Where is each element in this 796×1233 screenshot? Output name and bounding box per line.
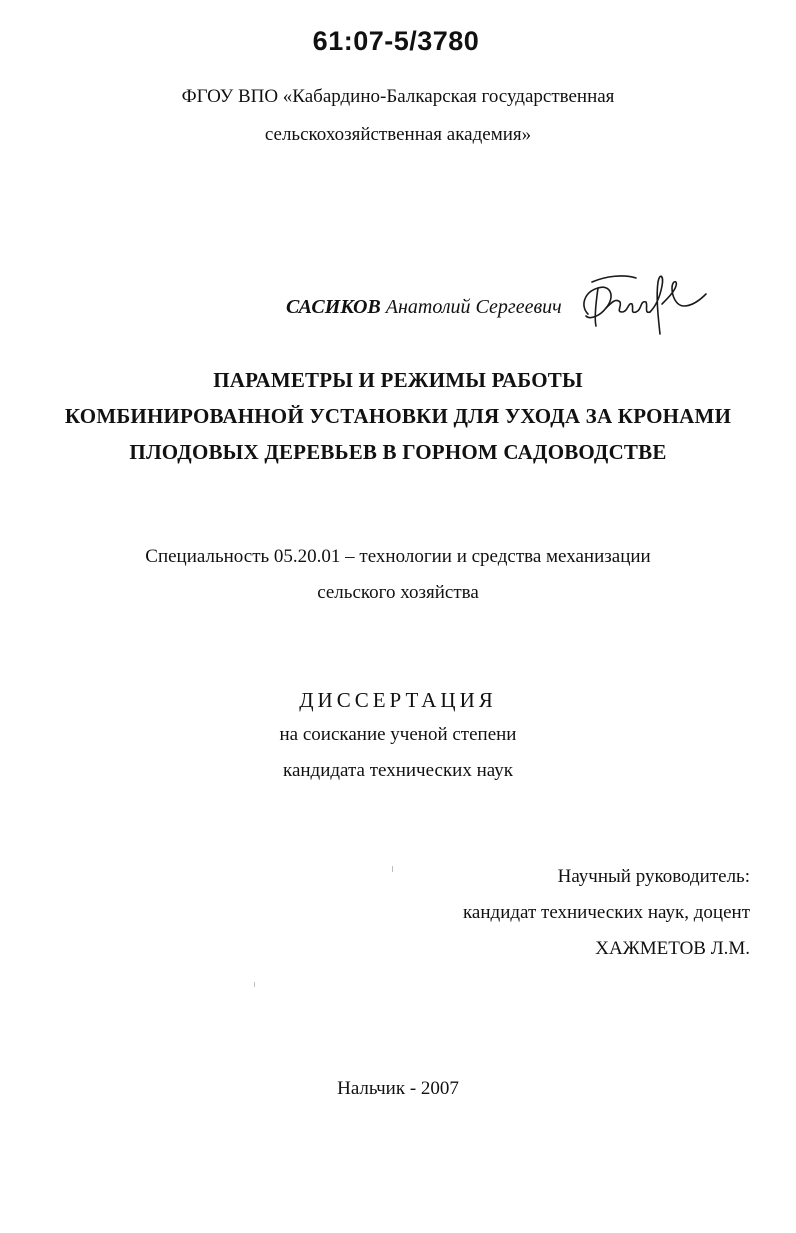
- institution-line-1: ФГОУ ВПО «Кабардино-Балкарская государственная: [181, 86, 615, 107]
- scan-speck: [254, 982, 255, 987]
- institution-line-2: сельскохозяйственная академия»: [264, 124, 532, 145]
- author-surname: САСИКОВ: [286, 296, 381, 318]
- author-given-names: Анатолий Сергеевич: [385, 296, 562, 318]
- city-year: Нальчик - 2007: [337, 1078, 459, 1099]
- scan-speck: [392, 866, 393, 872]
- document-type: ДИССЕРТАЦИЯ: [299, 688, 497, 712]
- degree-line-1: на соискание ученой степени: [279, 724, 517, 745]
- author-name: [286, 296, 562, 319]
- supervisor-credentials: кандидат технических наук, доцент: [462, 902, 750, 923]
- catalog-code: 61:07-5/3780: [312, 26, 480, 56]
- supervisor-name: ХАЖМЕТОВ Л.М.: [595, 938, 750, 959]
- specialty-line-1: Специальность 05.20.01 – технологии и средства механизации: [145, 546, 651, 567]
- handwritten-signature: [576, 262, 708, 344]
- specialty-line-2: сельского хозяйства: [317, 582, 479, 603]
- dissertation-title-line-1: ПАРАМЕТРЫ И РЕЖИМЫ РАБОТЫ: [213, 368, 583, 392]
- degree-line-2: кандидата технических наук: [283, 760, 513, 781]
- dissertation-title-line-3: ПЛОДОВЫХ ДЕРЕВЬЕВ В ГОРНОМ САДОВОДСТВЕ: [129, 440, 667, 464]
- dissertation-title-line-2: КОМБИНИРОВАННОЙ УСТАНОВКИ ДЛЯ УХОДА ЗА КРОНАМИ: [64, 404, 732, 428]
- supervisor-label: Научный руководитель:: [557, 866, 750, 887]
